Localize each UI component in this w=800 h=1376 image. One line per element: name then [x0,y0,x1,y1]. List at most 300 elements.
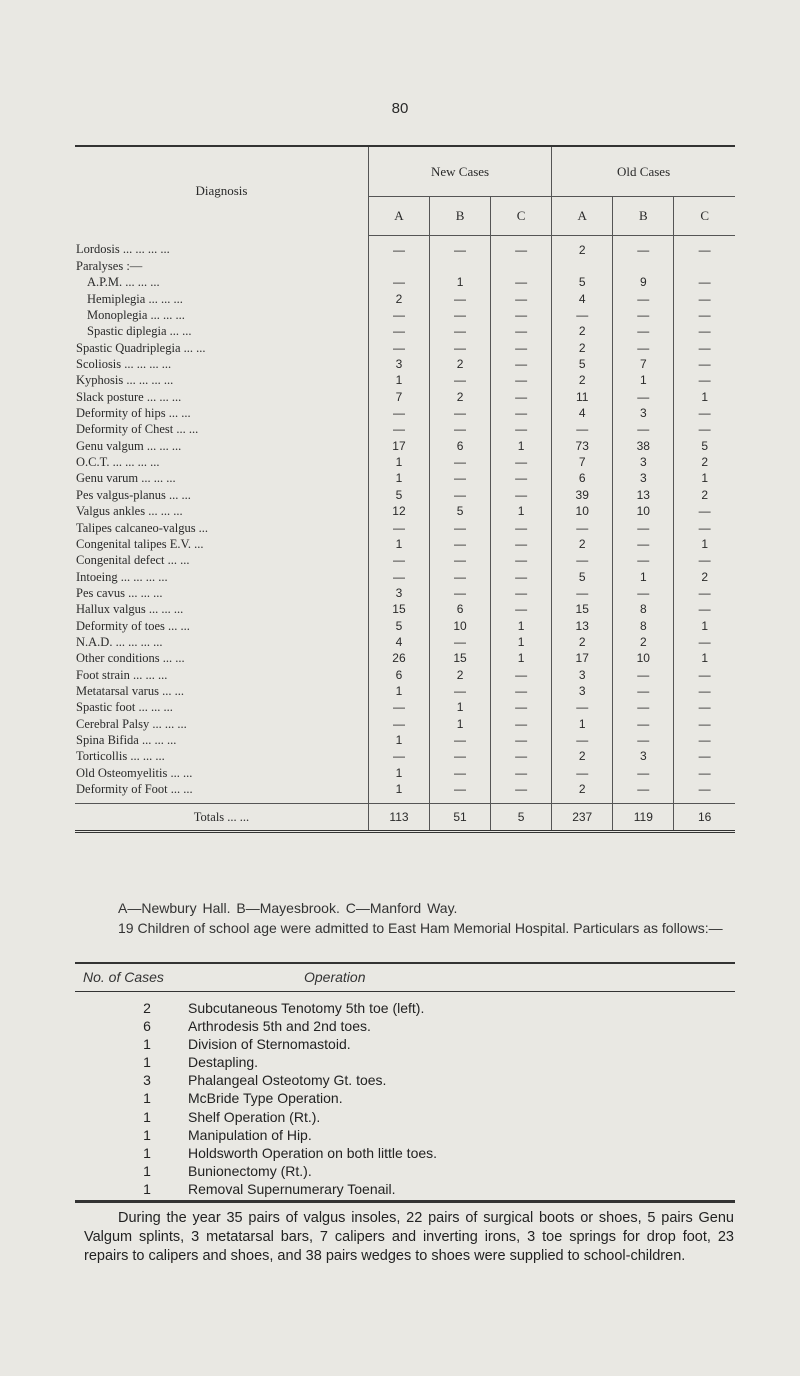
operation-count: 1 [143,1126,151,1143]
table-row [75,781,735,804]
case-count-cell: 1 [368,765,429,781]
case-count-cell: 2 [552,340,613,356]
case-count-cell: — [674,519,735,535]
case-count-cell: 5 [430,503,491,519]
case-count-cell: — [674,340,735,356]
case-count-cell: 1 [430,715,491,731]
case-count-cell: — [491,715,552,731]
case-count-cell: — [430,405,491,421]
case-count-cell: — [613,585,674,601]
footer-paragraph: During the year 35 pairs of valgus insoles, 22 pairs of surgical boots or shoes, 5 pairs Genu Valgum splints, 3 metatarsal bars, 7 calipers and inverting irons, 3 toe springs for drop foot, 23 repairs to calipers and shoes, and 38 pairs wedges to shoes were supplied to school-children. [84,1210,734,1264]
case-count-cell: — [491,683,552,699]
case-count-cell: — [674,372,735,388]
totals-row [75,804,735,832]
case-count-cell: 1 [674,470,735,486]
diagnosis-label: Spina Bifida ... ... ... [76,732,177,747]
case-count-cell: — [430,372,491,388]
table-row [75,307,735,323]
case-count-cell: 11 [552,389,613,405]
case-count-cell [674,258,735,274]
case-count-cell: — [674,634,735,650]
case-count-cell: 4 [552,291,613,307]
case-count-cell: 1 [613,372,674,388]
diagnosis-label: Genu valgum ... ... ... [76,438,182,453]
intro-paragraph: 19 Children of school age were admitted to East Ham Memorial Hospital. Particulars as follows:— [118,920,723,936]
case-count-cell: — [491,536,552,552]
case-count-cell: 5 [552,356,613,372]
case-count-cell: 2 [430,356,491,372]
diagnosis-label: Congenital defect ... ... [76,553,190,568]
case-count-cell: — [430,487,491,503]
table-row [75,585,735,601]
diagnosis-header: Diagnosis [75,146,368,235]
case-count-cell: — [491,568,552,584]
case-count-cell: — [613,519,674,535]
diagnosis-label: Spastic diplegia ... ... [87,324,192,339]
operation-row [75,1108,735,1126]
case-count-cell: — [491,519,552,535]
case-count-cell: 38 [613,438,674,454]
diagnosis-label: Old Osteomyelitis ... ... [76,765,193,780]
case-count-cell: 1 [368,781,429,804]
case-count-cell: 1 [430,699,491,715]
diagnosis-label: Valgus ankles ... ... ... [76,504,183,519]
operation-row [75,1053,735,1071]
case-count-cell: 8 [613,617,674,633]
case-count-cell: 2 [552,323,613,339]
case-count-cell: — [674,421,735,437]
operation-name: Destapling. [188,1054,259,1071]
case-count-cell: — [613,666,674,682]
case-count-cell: 1 [674,389,735,405]
case-count-cell: 5 [552,568,613,584]
operation-row [75,1071,735,1089]
operation-row [75,1180,735,1198]
case-count-cell: 13 [552,617,613,633]
divider [75,962,735,964]
case-count-cell: — [674,235,735,258]
case-count-cell: — [491,340,552,356]
diagnosis-label: Congenital talipes E.V. ... [76,536,204,551]
operation-name: Shelf Operation (Rt.). [188,1108,321,1125]
case-count-cell: — [368,323,429,339]
table-row [75,372,735,388]
case-count-cell: — [491,405,552,421]
operation-name: Bunionectomy (Rt.). [188,1162,312,1179]
table-row [75,650,735,666]
case-count-cell: — [613,552,674,568]
diagnosis-label: Paralyses :— [76,259,143,274]
case-count-cell: 2 [430,389,491,405]
operation-name: Arthrodesis 5th and 2nd toes. [188,1018,371,1035]
case-count-cell: 3 [552,683,613,699]
case-count-cell: — [491,487,552,503]
table-row [75,291,735,307]
case-count-cell: — [368,699,429,715]
case-count-cell: — [613,683,674,699]
case-count-cell: — [552,552,613,568]
operation-name: Removal Supernumerary Toenail. [188,1180,396,1197]
diagnosis-label: Kyphosis ... ... ... ... [76,373,174,388]
table-row [75,454,735,470]
case-count-cell: 10 [613,650,674,666]
table-row [75,519,735,535]
divider [75,991,735,992]
diagnosis-label: Spastic foot ... ... ... [76,700,173,715]
case-count-cell: 7 [368,389,429,405]
case-count-cell: — [491,666,552,682]
case-count-cell: — [491,389,552,405]
table-row [75,340,735,356]
case-count-cell: — [430,536,491,552]
case-count-cell: — [491,585,552,601]
case-count-cell: — [368,552,429,568]
case-count-cell: — [368,568,429,584]
case-count-cell: 6 [368,666,429,682]
table-row [75,536,735,552]
case-count-cell: — [368,715,429,731]
case-count-cell [491,258,552,274]
case-count-cell: — [613,536,674,552]
operation-row [75,1035,735,1053]
case-count-cell: 73 [552,438,613,454]
table-row [75,715,735,731]
case-count-cell: 13 [613,487,674,503]
case-count-cell: — [491,372,552,388]
case-count-cell: — [674,748,735,764]
case-count-cell: 1 [674,536,735,552]
case-count-cell: — [430,307,491,323]
case-count-cell: 3 [368,585,429,601]
case-count-cell: 1 [491,650,552,666]
case-count-cell: — [674,765,735,781]
table-row [75,683,735,699]
total-cell: 51 [430,804,491,832]
table-row [75,732,735,748]
case-count-cell: — [430,470,491,486]
diagnosis-label: Talipes calcaneo-valgus ... [76,520,209,535]
hospital-legend: A—Newbury Hall. B—Mayesbrook. C—Manford Way. [118,900,458,916]
case-count-cell: — [491,291,552,307]
case-count-cell: — [491,307,552,323]
case-count-cell: 1 [491,634,552,650]
diagnosis-label: Hemiplegia ... ... ... [87,291,183,306]
case-count-cell: 1 [491,503,552,519]
case-count-cell: — [674,666,735,682]
case-count-cell: — [674,781,735,804]
table-row [75,601,735,617]
case-count-cell: — [552,732,613,748]
case-count-cell: 1 [368,683,429,699]
case-count-cell [552,258,613,274]
case-count-cell: — [613,323,674,339]
case-count-cell: — [674,732,735,748]
diagnosis-label: A.P.M. ... ... ... [87,275,160,290]
case-count-cell: 2 [552,372,613,388]
diagnosis-label: Torticollis ... ... ... [76,749,165,764]
operation-name: McBride Type Operation. [188,1090,343,1107]
case-count-cell: — [613,421,674,437]
case-count-cell: — [613,235,674,258]
case-count-cell: — [552,585,613,601]
diagnosis-label: O.C.T. ... ... ... ... [76,455,160,470]
case-count-cell: 2 [552,748,613,764]
case-count-cell: — [430,552,491,568]
case-count-cell: 7 [552,454,613,470]
operation-name: Manipulation of Hip. [188,1126,312,1143]
case-count-cell: — [491,748,552,764]
case-count-cell: 5 [552,274,613,290]
case-count-cell: — [368,340,429,356]
case-count-cell: — [552,699,613,715]
cases-column-header: No. of Cases [83,969,164,985]
case-count-cell: — [674,699,735,715]
case-count-cell: — [368,274,429,290]
case-count-cell: — [430,634,491,650]
table-row [75,503,735,519]
operation-count: 1 [143,1180,151,1197]
diagnosis-label: Deformity of hips ... ... [76,406,191,421]
operation-row [75,1089,735,1107]
case-count-cell: 3 [613,470,674,486]
case-count-cell: — [674,405,735,421]
case-count-cell: — [552,307,613,323]
diagnosis-label: Cerebral Palsy ... ... ... [76,716,187,731]
case-count-cell: — [491,235,552,258]
case-count-cell: 15 [430,650,491,666]
case-count-cell: 12 [368,503,429,519]
case-count-cell: 15 [552,601,613,617]
case-count-cell: — [613,307,674,323]
case-count-cell: — [430,568,491,584]
diagnosis-label: Other conditions ... ... [76,651,185,666]
operation-count: 1 [143,1036,151,1053]
case-count-cell: — [430,683,491,699]
operation-row [75,1162,735,1180]
table-row [75,634,735,650]
case-count-cell: — [491,552,552,568]
case-count-cell: — [491,454,552,470]
case-count-cell: — [368,748,429,764]
diagnosis-label: Deformity of Chest ... ... [76,422,199,437]
case-count-cell: — [430,291,491,307]
operation-row [75,1017,735,1035]
diagnosis-label: Foot strain ... ... ... [76,667,168,682]
operation-row [75,1126,735,1144]
case-count-cell: 1 [368,454,429,470]
case-count-cell: 17 [368,438,429,454]
case-count-cell: — [674,715,735,731]
case-count-cell: 1 [674,617,735,633]
total-cell: 113 [368,804,429,832]
case-count-cell: 10 [613,503,674,519]
diagnosis-label: N.A.D. ... ... ... ... [76,634,163,649]
case-count-cell: 5 [368,617,429,633]
case-count-cell: — [491,601,552,617]
case-count-cell: 3 [368,356,429,372]
case-count-cell: — [613,291,674,307]
case-count-cell: 8 [613,601,674,617]
table-row [75,438,735,454]
total-cell: 16 [674,804,735,832]
case-count-cell: — [368,307,429,323]
case-count-cell: — [491,356,552,372]
case-count-cell: — [368,421,429,437]
case-count-cell: 1 [674,650,735,666]
diagnosis-label: Deformity of toes ... ... [76,618,190,633]
case-count-cell: — [613,765,674,781]
case-count-cell: 9 [613,274,674,290]
operation-name: Subcutaneous Tenotomy 5th toe (left). [188,1000,425,1016]
operation-count: 6 [143,1018,151,1035]
table-row [75,487,735,503]
diagnosis-label: Intoeing ... ... ... ... [76,569,168,584]
operation-column-header: Operation [304,969,366,985]
case-count-cell: — [491,765,552,781]
case-count-cell: 1 [491,438,552,454]
operation-count: 1 [143,1090,151,1107]
case-count-cell: — [674,503,735,519]
case-count-cell: — [552,765,613,781]
total-cell: 237 [552,804,613,832]
case-count-cell: — [491,699,552,715]
case-count-cell: — [491,470,552,486]
case-count-cell: 4 [552,405,613,421]
case-count-cell: — [368,405,429,421]
operations-list [75,999,735,1198]
case-count-cell: 4 [368,634,429,650]
case-count-cell: — [491,323,552,339]
case-count-cell: 10 [430,617,491,633]
case-count-cell: 2 [613,634,674,650]
case-count-cell: — [674,552,735,568]
case-count-cell: — [613,699,674,715]
case-count-cell: 2 [552,634,613,650]
diagnosis-label: Metatarsal varus ... ... [76,683,184,698]
case-count-cell: 2 [674,454,735,470]
table-row [75,421,735,437]
totals-label: Totals ... ... [75,804,368,832]
operation-row [75,1144,735,1162]
case-count-cell: 2 [552,781,613,804]
case-count-cell: — [613,732,674,748]
case-count-cell: 1 [491,617,552,633]
case-count-cell: — [368,519,429,535]
case-count-cell: — [674,585,735,601]
case-count-cell: 5 [674,438,735,454]
diagnosis-label: Slack posture ... ... ... [76,389,182,404]
case-count-cell: 2 [552,536,613,552]
diagnosis-label: Hallux valgus ... ... ... [76,602,184,617]
case-count-cell: 1 [552,715,613,731]
case-count-cell: 5 [368,487,429,503]
sub-header: B [613,197,674,235]
case-count-cell: 1 [613,568,674,584]
operation-count: 3 [143,1072,151,1089]
operation-name: Division of Sternomastoid. [188,1036,351,1053]
sub-header: A [368,197,429,235]
divider [75,1200,735,1203]
table-row [75,699,735,715]
operation-name: Phalangeal Osteotomy Gt. toes. [188,1072,387,1089]
diagnosis-label: Spastic Quadriplegia ... ... [76,340,206,355]
case-count-cell: 1 [368,470,429,486]
case-count-cell: — [430,454,491,470]
case-count-cell: — [552,519,613,535]
case-count-cell: — [674,601,735,617]
case-count-cell: 1 [368,372,429,388]
case-count-cell: 17 [552,650,613,666]
case-count-cell: 26 [368,650,429,666]
case-count-cell: 2 [674,487,735,503]
page-number: 80 [391,100,409,117]
operation-row [75,999,735,1017]
old-cases-header: Old Cases [552,146,735,197]
table-row [75,323,735,339]
case-count-cell: — [613,715,674,731]
new-cases-header: New Cases [368,146,551,197]
total-cell: 5 [491,804,552,832]
table-row [75,274,735,290]
case-count-cell: 3 [552,666,613,682]
operation-count: 1 [143,1108,151,1125]
case-count-cell: 7 [613,356,674,372]
case-count-cell: — [430,323,491,339]
case-count-cell: — [674,307,735,323]
case-count-cell: — [430,765,491,781]
case-count-cell: — [430,585,491,601]
table-row [75,552,735,568]
table-row [75,356,735,372]
case-count-cell: — [491,732,552,748]
case-count-cell: — [430,748,491,764]
case-count-cell: 6 [430,438,491,454]
case-count-cell: — [430,235,491,258]
table-row [75,235,735,258]
total-cell: 119 [613,804,674,832]
case-count-cell: 3 [613,748,674,764]
table-row [75,389,735,405]
table-row [75,666,735,682]
case-count-cell: — [491,274,552,290]
case-count-cell [430,258,491,274]
table-row [75,405,735,421]
case-count-cell: — [430,340,491,356]
operation-count: 2 [143,1000,151,1016]
case-count-cell: 10 [552,503,613,519]
case-count-cell: 2 [430,666,491,682]
diagnosis-label: Pes valgus-planus ... ... [76,487,191,502]
diagnosis-label: Genu varum ... ... ... [76,471,176,486]
case-count-cell: 6 [552,470,613,486]
diagnosis-label: Pes cavus ... ... ... [76,585,163,600]
case-count-cell: — [430,781,491,804]
table-row [75,765,735,781]
case-count-cell: 1 [368,536,429,552]
case-count-cell: — [491,781,552,804]
case-count-cell: 2 [552,235,613,258]
table-row [75,617,735,633]
diagnosis-label: Lordosis ... ... ... ... [76,242,170,257]
operation-count: 1 [143,1144,151,1161]
operation-name: Holdsworth Operation on both little toes. [188,1144,438,1161]
table-row [75,568,735,584]
operation-count: 1 [143,1054,151,1071]
table-row [75,470,735,486]
case-count-cell: 3 [613,405,674,421]
case-count-cell: 3 [613,454,674,470]
case-count-cell: — [674,683,735,699]
